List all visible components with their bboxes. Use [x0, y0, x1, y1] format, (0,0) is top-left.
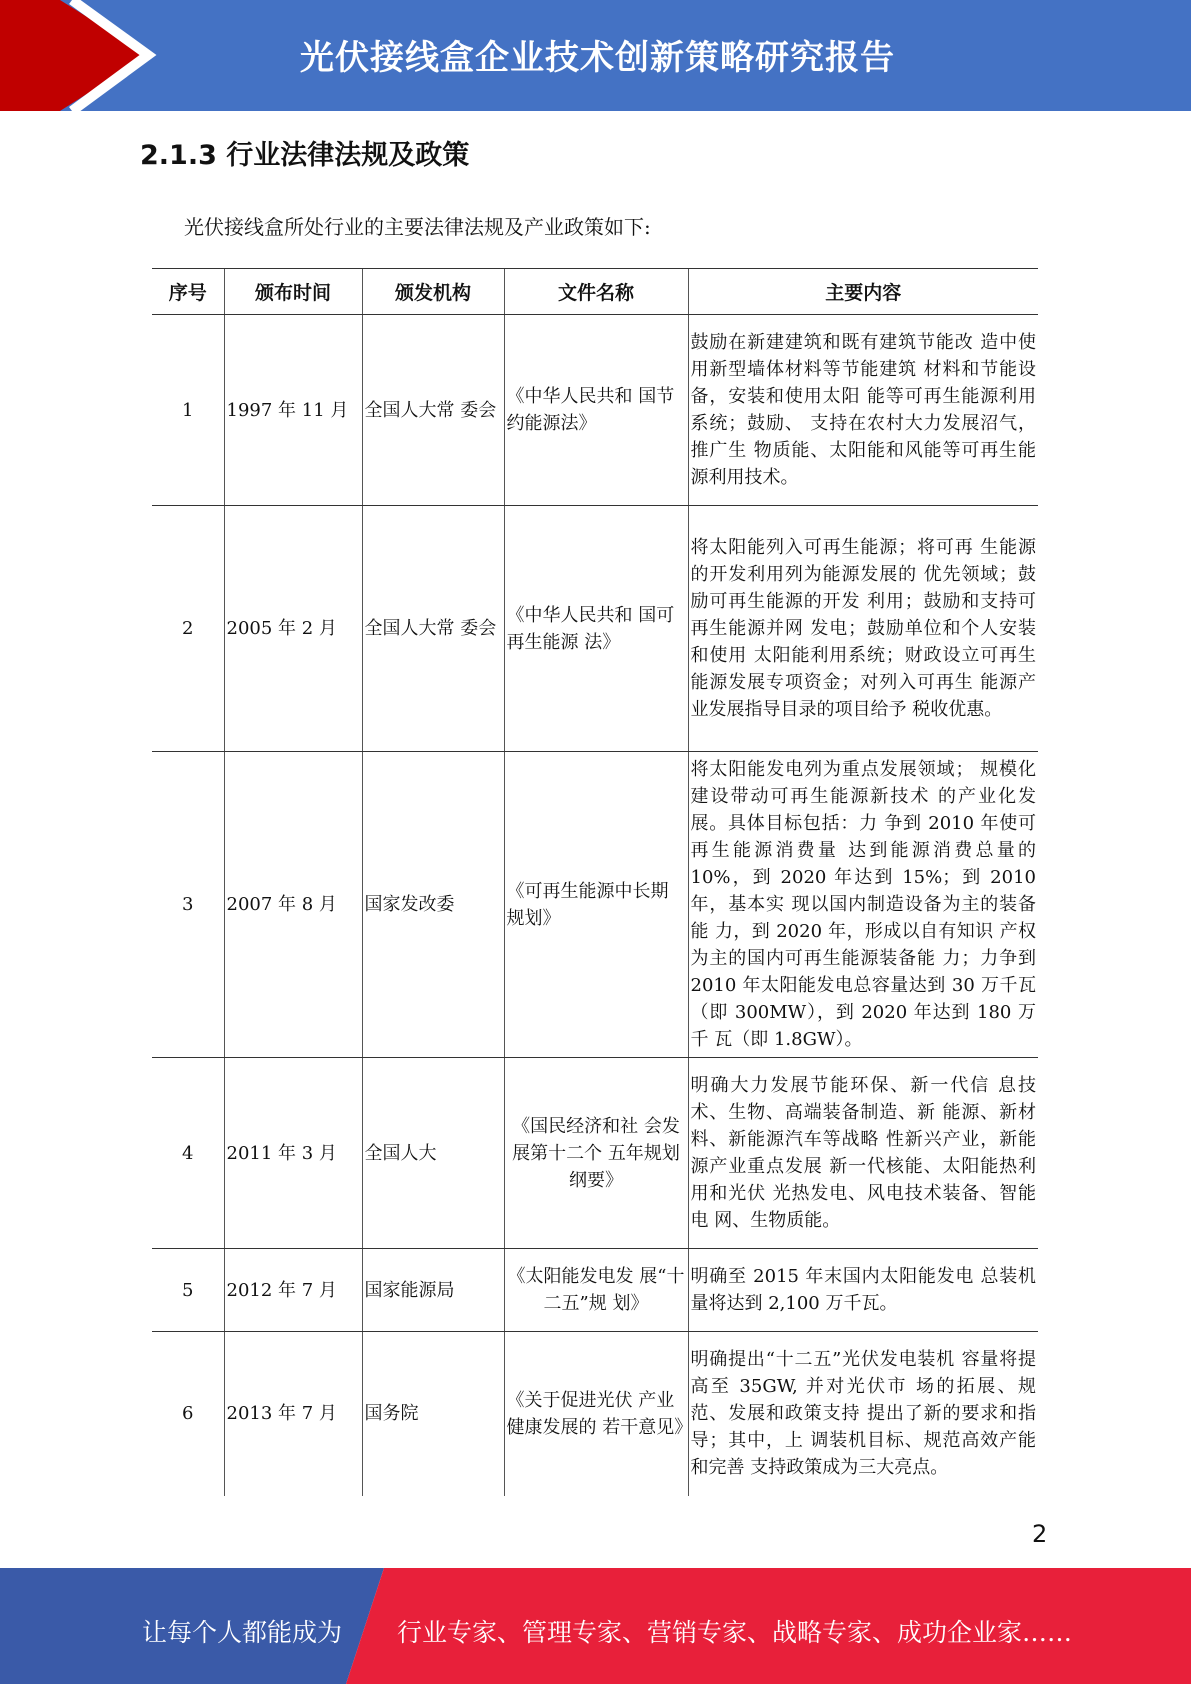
header-banner	[0, 0, 1191, 111]
page-number: 2	[1032, 1520, 1048, 1548]
cell-no: 5	[152, 1249, 224, 1332]
cell-agency: 全国人大常 委会	[362, 315, 504, 506]
cell-date: 2011 年 3 月	[224, 1058, 362, 1249]
table-row	[152, 1332, 1038, 1496]
footer-banner	[0, 1568, 1191, 1684]
table-row	[152, 1249, 1038, 1332]
cell-document: 《太阳能发电发 展“十二五”规 划》	[504, 1249, 688, 1332]
cell-content: 明确大力发展节能环保、新一代信 息技术、生物、高端装备制造、新 能源、新材料、新能源汽车等战略 性新兴产业，新能源产业重点发展 新一代核能、太阳能热利用和光伏 光热发电、风电技术装备、智能电 网、生物质能。	[688, 1058, 1038, 1249]
cell-date: 2007 年 8 月	[224, 752, 362, 1058]
header-agency: 颁发机构	[362, 269, 504, 315]
cell-agency: 全国人大常 委会	[362, 506, 504, 752]
cell-document: 《关于促进光伏 产业健康发展的 若干意见》	[504, 1332, 688, 1496]
table-row	[152, 506, 1038, 752]
cell-date: 2013 年 7 月	[224, 1332, 362, 1496]
cell-agency: 国务院	[362, 1332, 504, 1496]
cell-agency: 全国人大	[362, 1058, 504, 1249]
cell-no: 1	[152, 315, 224, 506]
cell-agency: 国家能源局	[362, 1249, 504, 1332]
cell-content: 明确提出“十二五”光伏发电装机 容量将提高至 35GW, 并对光伏市 场的拓展、规范、发展和政策支持 提出了新的要求和指导；其中，上 调装机目标、规范高效产能和完善 支持政策成为三大亮点。	[688, 1332, 1038, 1496]
cell-date: 2012 年 7 月	[224, 1249, 362, 1332]
intro-paragraph: 光伏接线盒所处行业的主要法律法规及产业政策如下:	[184, 215, 651, 239]
footer-slogan-right: 行业专家、管理专家、营销专家、战略专家、成功企业家……	[397, 1618, 1073, 1647]
cell-document: 《中华人民共和 国可再生能源 法》	[504, 506, 688, 752]
section-heading: 2.1.3 行业法律法规及政策	[140, 140, 470, 171]
cell-document: 《中华人民共和 国节约能源法》	[504, 315, 688, 506]
cell-no: 3	[152, 752, 224, 1058]
cell-no: 6	[182, 1403, 194, 1425]
cell-date: 2005 年 2 月	[224, 506, 362, 752]
cell-content: 将太阳能发电列为重点发展领域； 规模化建设带动可再生能源新技术 的产业化发展。具体目标包括：力 争到 2010 年使可再生能源消费量 达到能源消费总量的 10%，到 2020 年达到 15%；到 2010 年，基本实 现以国内制造设备为主的装备能 力，到 2020 年，形成以自有知识 产权为主的国内可再生能源装备能 力；力争到 2010 年太阳能发电总容量达到 30 万千瓦（即 300MW），到 2020 年达到 180 万千 瓦（即 1.8GW）。	[688, 752, 1038, 1058]
header-content: 主要内容	[688, 269, 1038, 315]
policy-table	[152, 268, 1038, 1496]
cell-document: 《国民经济和社 会发展第十二个 五年规划纲要》	[504, 1058, 688, 1249]
cell-no: 2	[152, 506, 224, 752]
table-row	[152, 315, 1038, 506]
cell-content: 明确至 2015 年末国内太阳能发电 总装机量将达到 2,100 万千瓦。	[688, 1249, 1038, 1332]
footer-slogan-left: 让每个人都能成为	[142, 1618, 343, 1647]
cell-document: 《可再生能源中长期规划》	[504, 752, 688, 1058]
header-document: 文件名称	[504, 269, 688, 315]
cell-content: 鼓励在新建建筑和既有建筑节能改 造中使用新型墙体材料等节能建筑 材料和节能设备，安装和使用太阳 能等可再生能源利用系统；鼓励、 支持在农村大力发展沼气，推广生 物质能、太阳能和风能等可再生能 源利用技术。	[688, 315, 1038, 506]
cell-content: 将太阳能列入可再生能源；将可再 生能源的开发利用列为能源发展的 优先领域；鼓励可再生能源的开发 利用；鼓励和支持可再生能源并网 发电；鼓励单位和个人安装和使用 太阳能利用系统；财政设立可再生 能源发展专项资金；对列入可再生 能源产业发展指导目录的项目给予 税收优惠。	[688, 506, 1038, 752]
header-no: 序号	[152, 269, 224, 315]
cell-no: 4	[152, 1058, 224, 1249]
table-row	[152, 1058, 1038, 1249]
report-title: 光伏接线盒企业技术创新策略研究报告	[300, 38, 895, 78]
header-date: 颁布时间	[224, 269, 362, 315]
table-header-row	[152, 269, 1038, 315]
cell-agency: 国家发改委	[362, 752, 504, 1058]
table-row	[152, 752, 1038, 1058]
cell-date: 1997 年 11 月	[224, 315, 362, 506]
